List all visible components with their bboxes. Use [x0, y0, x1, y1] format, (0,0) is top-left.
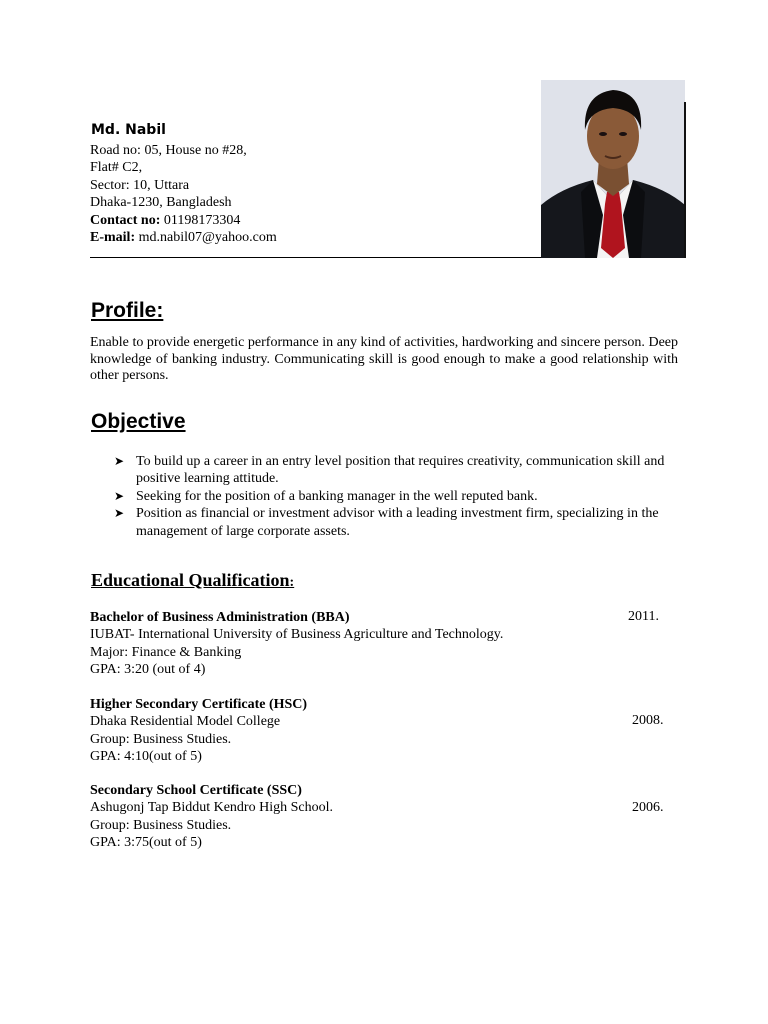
address-line: Dhaka-1230, Bangladesh: [90, 195, 232, 211]
degree-title: Higher Secondary Certificate (HSC): [90, 697, 308, 712]
degree-year: 2006.: [632, 800, 664, 815]
contact-value: 01198173304: [160, 212, 241, 228]
email-line: [90, 229, 277, 246]
detail-line: Group: Business Studies.: [90, 817, 232, 833]
arrowhead-right-icon: ➤: [114, 488, 125, 503]
degree-year: 2008.: [632, 713, 664, 728]
education-heading: [91, 570, 294, 591]
header-divider: [90, 257, 542, 258]
objective-list: [90, 453, 690, 540]
degree-year: 2011.: [628, 609, 659, 624]
arrowhead-right-icon: ➤: [114, 506, 125, 521]
portrait-illustration: [541, 80, 685, 258]
detail-line: Major: Finance & Banking: [90, 644, 242, 660]
photo-border: [684, 102, 686, 258]
education-heading-text: Educational Qualification: [91, 570, 290, 590]
contact-line: [90, 212, 277, 229]
applicant-photo: [541, 80, 685, 258]
objective-text: Position as financial or investment advisor with a leading investment firm, specializing in the management of large corporate assets.: [136, 506, 659, 539]
profile-heading: Profile:: [91, 299, 164, 322]
degree-title: Bachelor of Business Administration (BBA): [90, 610, 350, 625]
email-value: md.nabil07@yahoo.com: [135, 230, 277, 246]
address-block: [90, 142, 277, 246]
degree-title: Secondary School Certificate (SSC): [90, 783, 302, 798]
education-entry-hsc: [90, 696, 670, 766]
objective-text: Seeking for the position of a banking manager in the well reputed bank.: [136, 488, 538, 504]
education-entry-bba: [90, 609, 670, 679]
institution: Ashugonj Tap Biddut Kendro High School.: [90, 800, 333, 816]
detail-line: GPA: 3:20 (out of 4): [90, 662, 206, 678]
detail-line: GPA: 3:75(out of 5): [90, 835, 202, 851]
detail-line: Group: Business Studies.: [90, 731, 232, 747]
list-item: [90, 488, 690, 505]
objective-text: To build up a career in an entry level position that requires creativity, communication skill and positive learning attitude.: [136, 454, 665, 487]
objective-heading: Objective: [91, 410, 186, 433]
applicant-name: Md. Nabil: [91, 122, 166, 138]
institution: IUBAT- International University of Business Agriculture and Technology.: [90, 627, 504, 643]
education-entry-ssc: [90, 782, 670, 852]
detail-line: GPA: 4:10(out of 5): [90, 749, 202, 765]
institution: Dhaka Residential Model College: [90, 714, 281, 730]
contact-label: Contact no:: [90, 212, 161, 228]
address-line: Sector: 10, Uttara: [90, 177, 190, 193]
list-item: [90, 453, 690, 488]
education-heading-colon: :: [289, 575, 295, 590]
profile-text: Enable to provide energetic performance in any kind of activities, hardworking and sincere person. Deep knowledge of banking industry. Communicating skill is good enough to make a good relationship with other persons.: [90, 335, 678, 383]
arrowhead-right-icon: ➤: [114, 454, 125, 468]
email-label: E-mail:: [90, 230, 136, 246]
address-line: Road no: 05, House no #28,: [90, 143, 247, 158]
list-item: [90, 505, 690, 540]
address-line: Flat# C2,: [90, 160, 143, 176]
